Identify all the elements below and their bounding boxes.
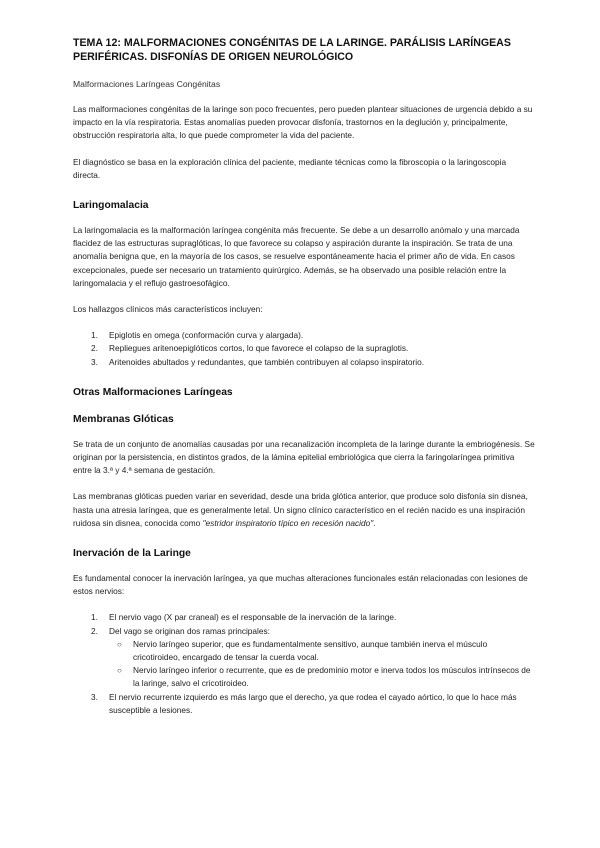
section-subtitle: Malformaciones Laríngeas Congénitas	[73, 79, 221, 89]
list-item-text: Aritenoides abultados y redundantes, que también contribuyen al colapso inspiratorio.	[109, 356, 425, 367]
inervacion-paragraph-1: Es fundamental conocer la inervación laríngea, ya que muchas alteraciones funcionales están relacionadas con lesiones de estos nervios:	[73, 573, 528, 597]
membranas-paragraph-1: Se trata de un conjunto de anomalías causadas por una recanalización incompleta de la laringe durante la embriogénesis. Se originan por la persistencia, en distintos grados, de la lámina epitelial embriológica que cierra la faringolaríngea primitiva entre la 3.ª y 4.ª semana de gestación.	[73, 438, 535, 476]
circle-bullet-icon: ○	[117, 639, 122, 649]
membranas-paragraph-2-end: .	[373, 517, 376, 528]
intro-paragraph-2: El diagnóstico se basa en la exploración clínica del paciente, mediante técnicas como la fibroscopia o la laringoscopia directa.	[73, 156, 507, 180]
list-item	[73, 611, 535, 624]
sub-list	[109, 638, 535, 691]
list-item-text: Epiglotis en omega (conformación curva y alargada).	[109, 330, 304, 341]
sub-list-item-text: Nervio laríngeo inferior o recurrente, que es de predominio motor e inerva todos los músculos intrínsecos de la laringe, salvo el cricotiroideo.	[133, 665, 531, 689]
membranas-paragraph-2	[73, 490, 535, 530]
membranas-paragraph-2-text: Las membranas glóticas pueden variar en severidad, desde una brida glótica anterior, que produce solo disfonía sin disnea, hasta una atresia laríngea, que es generalmente letal. Un signo clínico característico en el recién nacido es una inspiración ruidosa sin disnea, conocida como	[73, 491, 528, 528]
inervacion-heading: Inervación de la Laringe	[73, 548, 191, 560]
list-number: 2.	[91, 343, 98, 354]
list-item-text: Repliegues aritenoepiglóticos cortos, lo que favorece el colapso de la supraglotis.	[109, 343, 409, 354]
sub-list-item-text: Nervio laríngeo superior, que es fundamentalmente sensitivo, aunque también inerva el músculo cricotiroideo, encargado de tensar la cuerda vocal.	[133, 638, 488, 663]
list-number: 3.	[91, 691, 98, 702]
list-item-text: El nervio recurrente izquierdo es más largo que el derecho, ya que rodea el cayado aórtico, lo que lo hace más susceptible a lesiones.	[109, 691, 517, 715]
laringomalacia-heading: Laringomalacia	[73, 200, 149, 212]
sub-list-item	[109, 638, 535, 664]
sub-list-item	[109, 664, 535, 690]
laringomalacia-paragraph-2: Los hallazgos clínicos más característicos incluyen:	[73, 304, 263, 315]
membranas-heading: Membranas Glóticas	[73, 413, 174, 425]
list-item	[73, 356, 535, 369]
list-number: 3.	[91, 356, 98, 367]
list-item	[73, 329, 535, 342]
list-item	[73, 691, 535, 717]
document-page	[73, 36, 535, 730]
list-item	[73, 342, 535, 355]
findings-list	[73, 329, 535, 369]
estridor-quote: "estridor inspiratorio típico en recesión nacido"	[202, 517, 374, 528]
inervacion-list	[73, 611, 535, 717]
list-item	[73, 625, 535, 691]
document-title: TEMA 12: MALFORMACIONES CONGÉNITAS DE LA LARINGE. PARÁLISIS LARÍNGEAS PERIFÉRICAS. DISFONÍAS DE ORIGEN NEUROLÓGICO	[73, 37, 511, 63]
list-item-text: El nervio vago (X par craneal) es el responsable de la inervación de la laringe.	[109, 612, 397, 623]
otras-heading: Otras Malformaciones Laríngeas	[73, 386, 233, 398]
list-number: 1.	[91, 612, 98, 623]
circle-bullet-icon: ○	[117, 666, 122, 676]
intro-paragraph-1: Las malformaciones congénitas de la laringe son poco frecuentes, pero pueden plantear situaciones de urgencia debido a su impacto en la vía respiratoria. Estas anomalías pueden provocar disfonía, trastornos en la deglución y, principalmente, obstrucción respiratoria alta, lo que puede comprometer la vida del paciente.	[73, 104, 533, 141]
list-number: 1.	[91, 330, 98, 341]
list-item-text: Del vago se originan dos ramas principales:	[109, 625, 270, 636]
laringomalacia-paragraph-1: La laringomalacia es la malformación laríngea congénita más frecuente. Se debe a un desarrollo anómalo y una marcada flacidez de las estructuras supraglóticas, lo que favorece su colapso y aspiración durante la inspiración. Se trata de una anomalía benigna que, en la mayoría de los casos, se resuelve espontáneamente hacia el primer año de vida. En casos excepcionales, puede ser necesario un tratamiento quirúrgico. Además, se ha observado una posible relación entre la laringomalacia y el reflujo gastroesofágico.	[73, 225, 520, 288]
list-number: 2.	[91, 625, 98, 636]
